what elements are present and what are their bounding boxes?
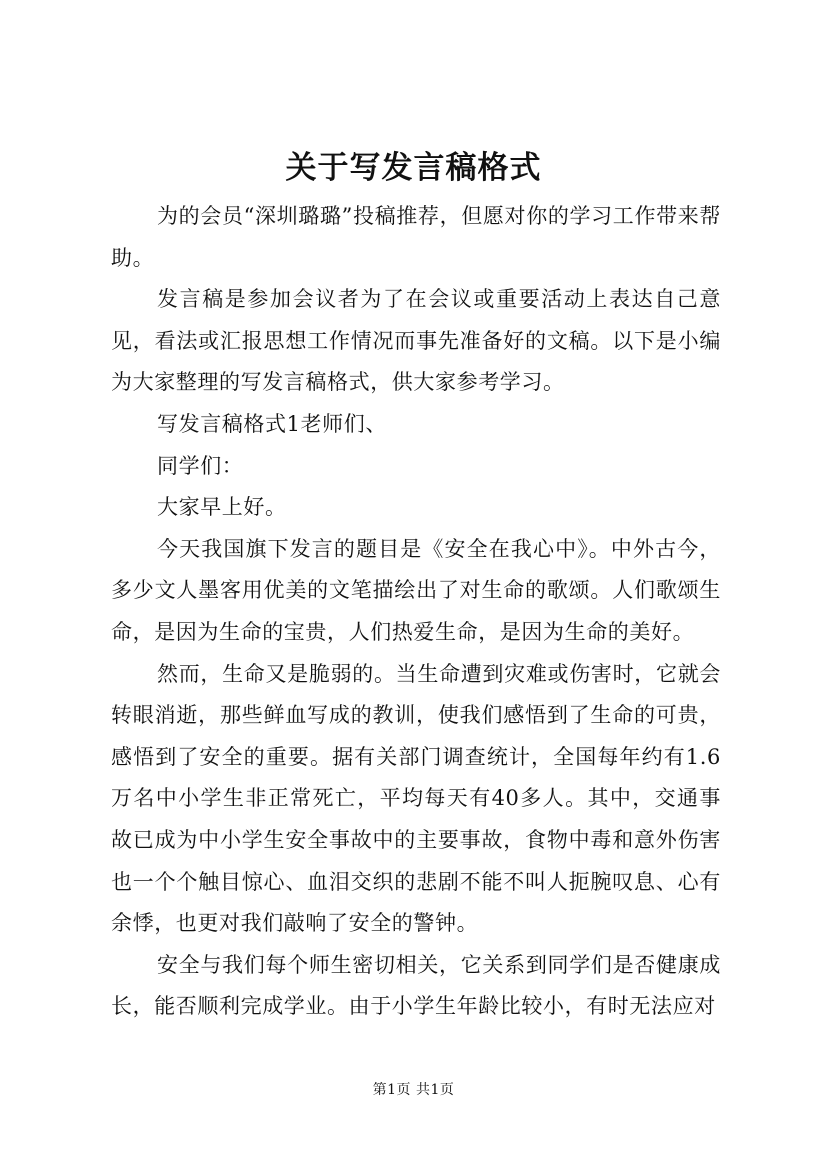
paragraph-intro: 为的会员“深圳璐璐”投稿推荐，但愿对你的学习工作带来帮助。 <box>111 204 721 270</box>
paragraph-definition: 发言稿是参加会议者为了在会议或重要活动上表达自己意见，看法或汇报思想工作情况而事先准备好的文稿。以下是小编为大家整理的写发言稿格式，供大家参考学习。 <box>111 287 721 395</box>
paragraph-topic: 今天我国旗下发言的题目是《安全在我心中》。中外古今，多少文人墨客用优美的文笔描绘出了对生命的歌颂。人们歌颂生命，是因为生命的宝贵，人们热爱生命，是因为生命的美好。 <box>111 536 721 644</box>
paragraph-format-heading: 写发言稿格式1老师们、 <box>157 411 387 436</box>
paragraph-salutation: 同学们： <box>157 453 244 478</box>
paragraph-safety-relevance: 安全与我们每个师生密切相关，它关系到同学们是否健康成长，能否顺利完成学业。由于小学生年龄比较小，有时无法应对 <box>111 952 721 1019</box>
paragraph-greeting: 大家早上好。 <box>157 495 287 520</box>
document-body <box>111 196 721 1028</box>
document-title: 关于写发言稿格式 <box>285 150 542 186</box>
paragraph-safety-stats: 然而，生命又是脆弱的。当生命遭到灾难或伤害时，它就会转眼消逝，那些鲜血写成的教训，使我们感悟到了生命的可贵，感悟到了安全的重要。据有关部门调查统计，全国每年约有1.6万名中小学生非正常死亡，平均每天有40多人。其中，交通事故已成为中小学生安全事故中的主要事故，食物中毒和意外伤害也一个个触目惊心、血泪交织的悲剧不能不叫人扼腕叹息、心有余悸，也更对我们敲响了安全的警钟。 <box>111 661 721 936</box>
page-footer: 第1页 共1页 <box>372 1082 455 1098</box>
